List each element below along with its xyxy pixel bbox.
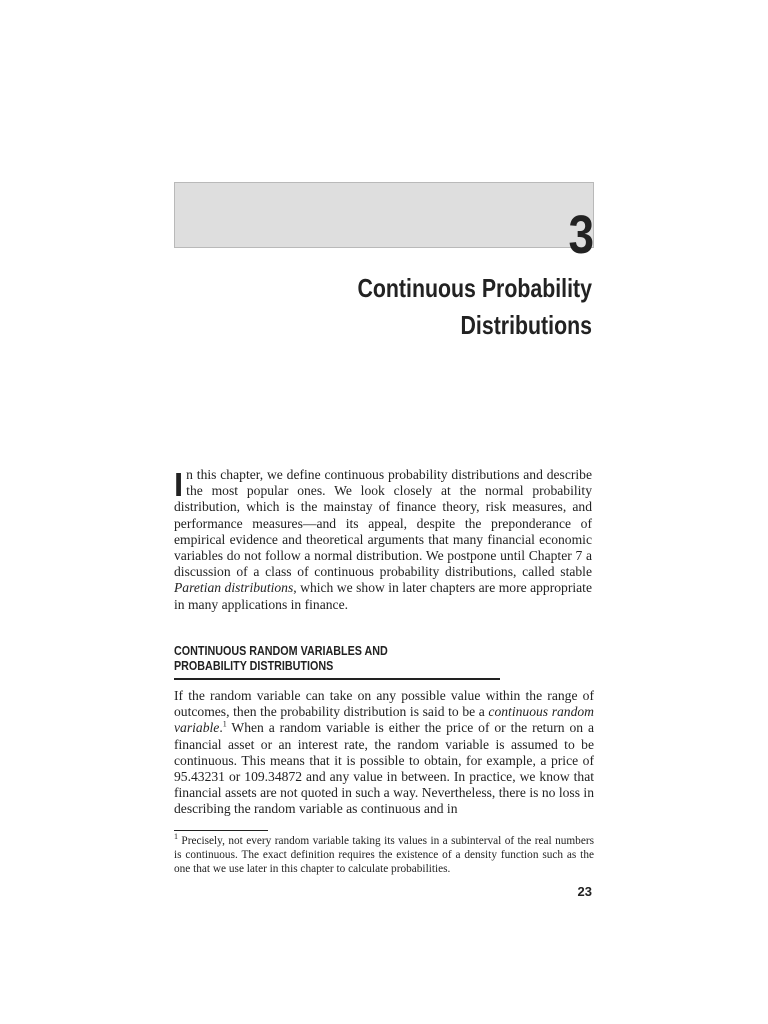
- footnote-reference[interactable]: 1: [222, 719, 227, 729]
- intro-text: n this chapter, we define continuous probability distributions and describe the most popular ones. We look closely at the normal probability distribution, which is the mainstay of finance theory, risk measures, and performance measures—and its appeal, despite the preponderance of empirical evidence and theoretical arguments that many financial economic variables do not follow a normal distribution. We postpone until Chapter 7 a discussion of a class of continuous probability distributions, called stable: [174, 467, 592, 580]
- section-heading: [174, 644, 388, 674]
- body-text: If the random variable can take on any possible value within the range of outcomes, then the probability distribution is said to be a: [174, 688, 594, 720]
- chapter-label: CHAPTER: [653, 228, 722, 248]
- footnote: [174, 834, 594, 877]
- chapter-title: [357, 270, 592, 344]
- body-text-continued: When a random variable is either the price of or the return on a financial asset or an interest rate, the random variable is assumed to be continuous. This means that it is possible to obtain, for example, a price of 95.43231 or 109.34872 and any value in between. In practice, we know that financial assets are not quoted in such a way. Nevertheless, there is no loss in describing the random variable as continuous and in: [174, 720, 594, 817]
- drop-cap: I: [174, 466, 184, 503]
- chapter-number: 3: [568, 205, 594, 265]
- body-paragraph: [174, 688, 594, 818]
- intro-paragraph: [174, 467, 592, 613]
- footnote-marker: 1: [174, 832, 178, 842]
- footnote-text: Precisely, not every random variable taking its values in a subinterval of the real numbers is continuous. The exact definition requires the existence of a density function such as the one that we use later in this chapter to calculate probabilities.: [174, 835, 594, 876]
- intro-text-end: , which we show in later chapters are more appropriate in many applications in finance.: [174, 580, 592, 612]
- section-heading-line: PROBABILITY DISTRIBUTIONS: [174, 659, 334, 673]
- chapter-banner: [174, 182, 594, 248]
- intro-emphasis: Paretian distributions: [174, 580, 294, 596]
- footnote-rule: [174, 830, 268, 831]
- section-rule: [174, 678, 500, 680]
- chapter-title-line: Continuous Probability: [357, 273, 592, 303]
- body-emphasis: continuous random variable: [174, 704, 594, 736]
- body-text-period: .: [219, 720, 223, 736]
- chapter-title-line: Distributions: [460, 310, 592, 340]
- section-heading-line: CONTINUOUS RANDOM VARIABLES AND: [174, 644, 388, 658]
- page-number: 23: [577, 884, 592, 899]
